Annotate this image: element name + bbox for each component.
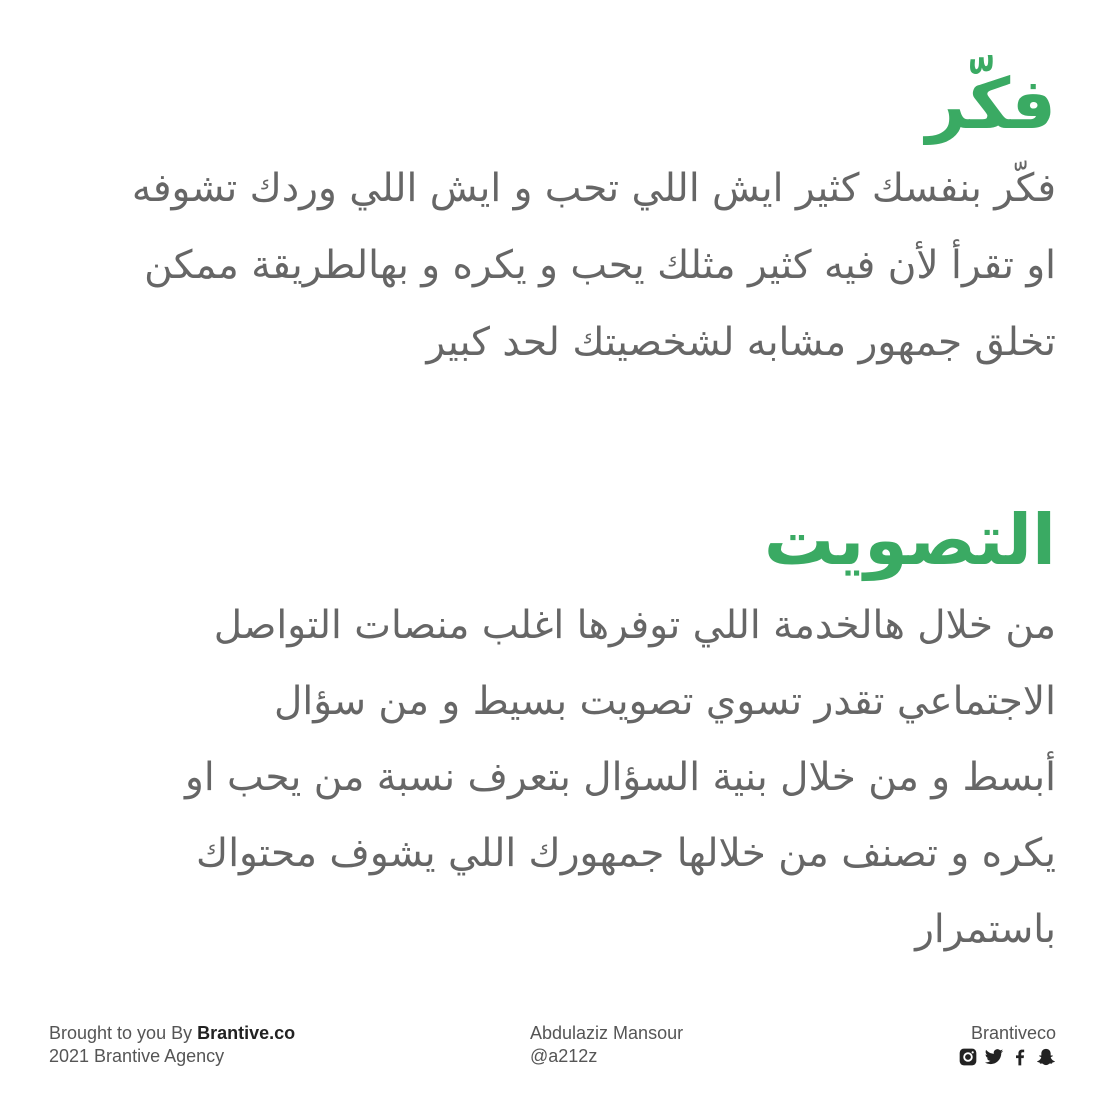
brand-handle: Brantiveco xyxy=(970,1023,1056,1043)
footer-credits xyxy=(49,1022,295,1068)
facebook-icon[interactable] xyxy=(1010,1047,1030,1067)
section-heading: التصويت xyxy=(763,499,1056,581)
twitter-icon[interactable] xyxy=(984,1047,1004,1067)
social-icons-row xyxy=(958,1047,1056,1067)
section-body: من خلال هالخدمة اللي توفرها اغلب منصات التواصل الاجتماعي تقدر تسوي تصويت بسيط و من سؤال أبسط و من خلال بنية السؤال بتعرف نسبة من يحب او يكره و تصنف من خلالها جمهورك اللي يشوف محتواك باستمرار xyxy=(184,603,1056,952)
section-voting xyxy=(40,498,1056,968)
footer-author xyxy=(530,1022,683,1068)
footer-credit-line xyxy=(49,1022,295,1045)
footer-credit-prefix: Brought to you By xyxy=(49,1023,198,1043)
author-name: Abdulaziz Mansour xyxy=(530,1023,684,1043)
section-body: فكّر بنفسك كثير ايش اللي تحب و ايش اللي وردك تشوفه او تقرأ لأن فيه كثير مثلك يحب و يكره و بهالطريقة ممكن تخلق جمهور مشابه لشخصيتك لحد كبير xyxy=(131,166,1056,365)
section-think xyxy=(40,62,1056,381)
section-heading: فكّر xyxy=(925,63,1056,145)
author-handle[interactable]: @a212z xyxy=(530,1046,598,1066)
instagram-icon[interactable] xyxy=(958,1047,978,1067)
footer-agency-line: 2021 Brantive Agency xyxy=(49,1046,225,1066)
footer-brand-link[interactable]: Brantive.co xyxy=(197,1023,296,1043)
footer-social xyxy=(958,1022,1056,1067)
snapchat-icon[interactable] xyxy=(1036,1047,1056,1067)
